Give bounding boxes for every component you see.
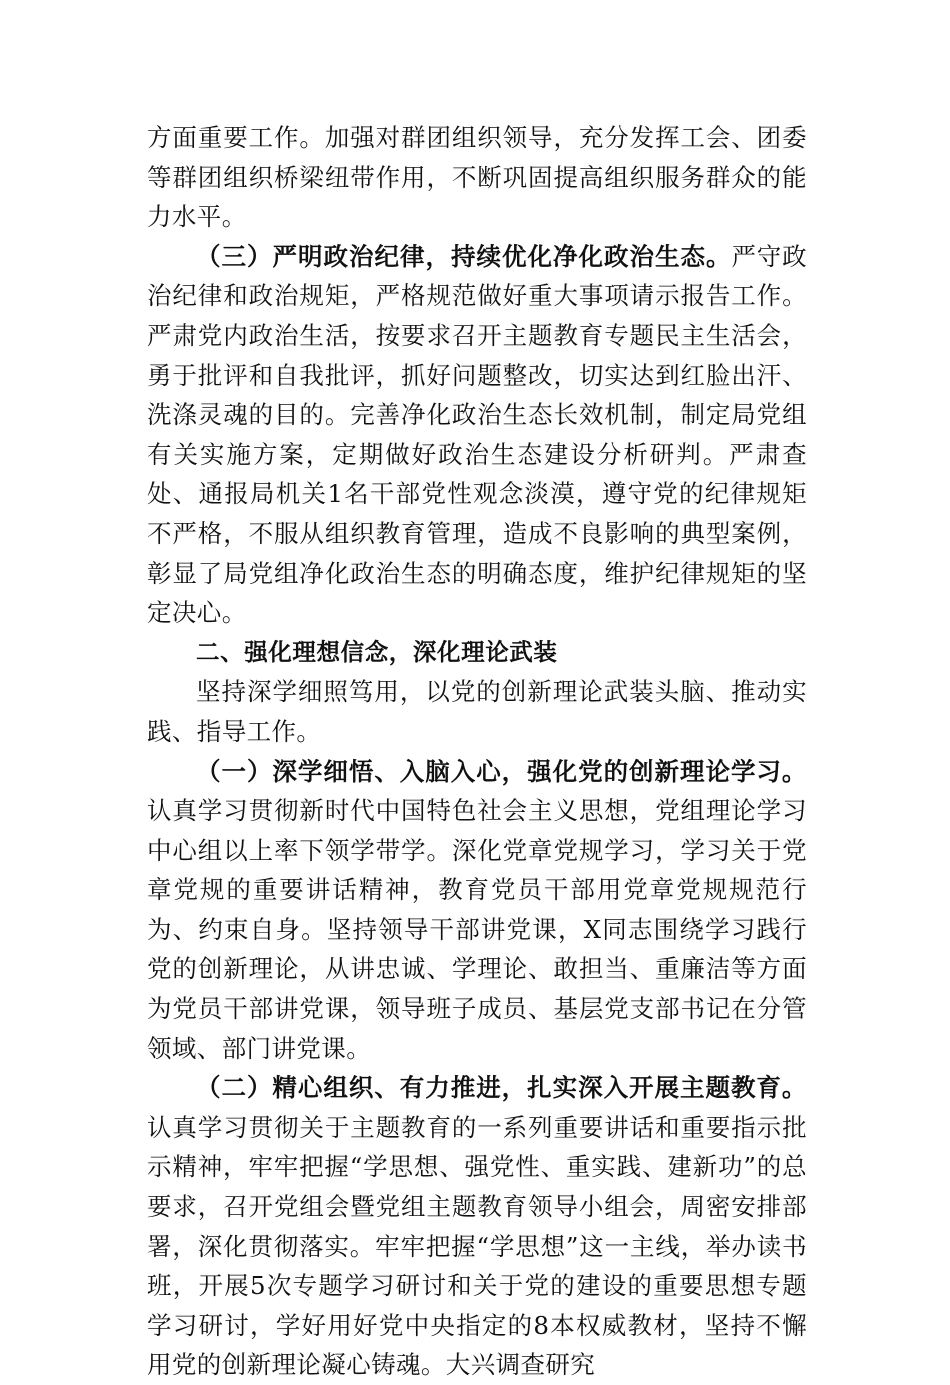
subsection-heading: （三）严明政治纪律，持续优化净化政治生态。	[196, 241, 732, 271]
subsection-heading: （一）深学细悟、入脑入心，强化党的创新理论学习。	[196, 756, 807, 786]
paragraph-subsection-3	[147, 237, 807, 633]
paragraph-continuation	[147, 118, 807, 237]
paragraph-subsection-1	[147, 752, 807, 1069]
paragraph-text: 认真学习贯彻关于主题教育的一系列重要讲话和重要指示批示精神，牢牢把握“学思想、强党性、重实践、建新功”的总要求，召开党组会暨党组主题教育领导小组会，周密安排部署，深化贯彻落实。牢牢把握“学思想”这一主线，举办读书班，开展5次专题学习研讨和关于党的建设的重要思想专题学习研讨，学好用好党中央指定的8本权威教材，坚持不懈用党的创新理论凝心铸魂。大兴调查研究	[147, 1112, 807, 1380]
paragraph-subsection-2	[147, 1068, 807, 1385]
paragraph-text: 方面重要工作。加强对群团组织领导，充分发挥工会、团委等群团组织桥梁纽带作用，不断巩固提高组织服务群众的能力水平。	[147, 123, 807, 232]
paragraph-text: 严守政治纪律和政治规矩，严格规范做好重大事项请示报告工作。严肃党内政治生活，按要求召开主题教育专题民主生活会，勇于批评和自我批评，抓好问题整改，切实达到红脸出汗、洗涤灵魂的目的。完善净化政治生态长效机制，制定局党组有关实施方案，定期做好政治生态建设分析研判。严肃查处、通报局机关1名干部党性观念淡漠，遵守党的纪律规矩不严格，不服从组织教育管理，造成不良影响的典型案例，彰显了局党组净化政治生态的明确态度，维护纪律规矩的坚定决心。	[147, 241, 807, 628]
paragraph-text: 坚持深学细照笃用，以党的创新理论武装头脑、推动实践、指导工作。	[147, 677, 807, 746]
paragraph-text: 认真学习贯彻新时代中国特色社会主义思想，党组理论学习中心组以上率下领学带学。深化党章党规学习，学习关于党章党规的重要讲话精神，教育党员干部用党章党规规范行为、约束自身。坚持领导干部讲党课，X同志围绕学习践行党的创新理论，从讲忠诚、学理论、敢担当、重廉洁等方面为党员干部讲党课，领导班子成员、基层党支部书记在分管领域、部门讲党课。	[147, 796, 807, 1063]
subsection-heading: （二）精心组织、有力推进，扎实深入开展主题教育。	[196, 1073, 807, 1103]
section-heading: 二、强化理想信念，深化理论武装	[196, 637, 558, 666]
paragraph-intro	[147, 672, 807, 751]
document-body	[147, 118, 807, 1385]
